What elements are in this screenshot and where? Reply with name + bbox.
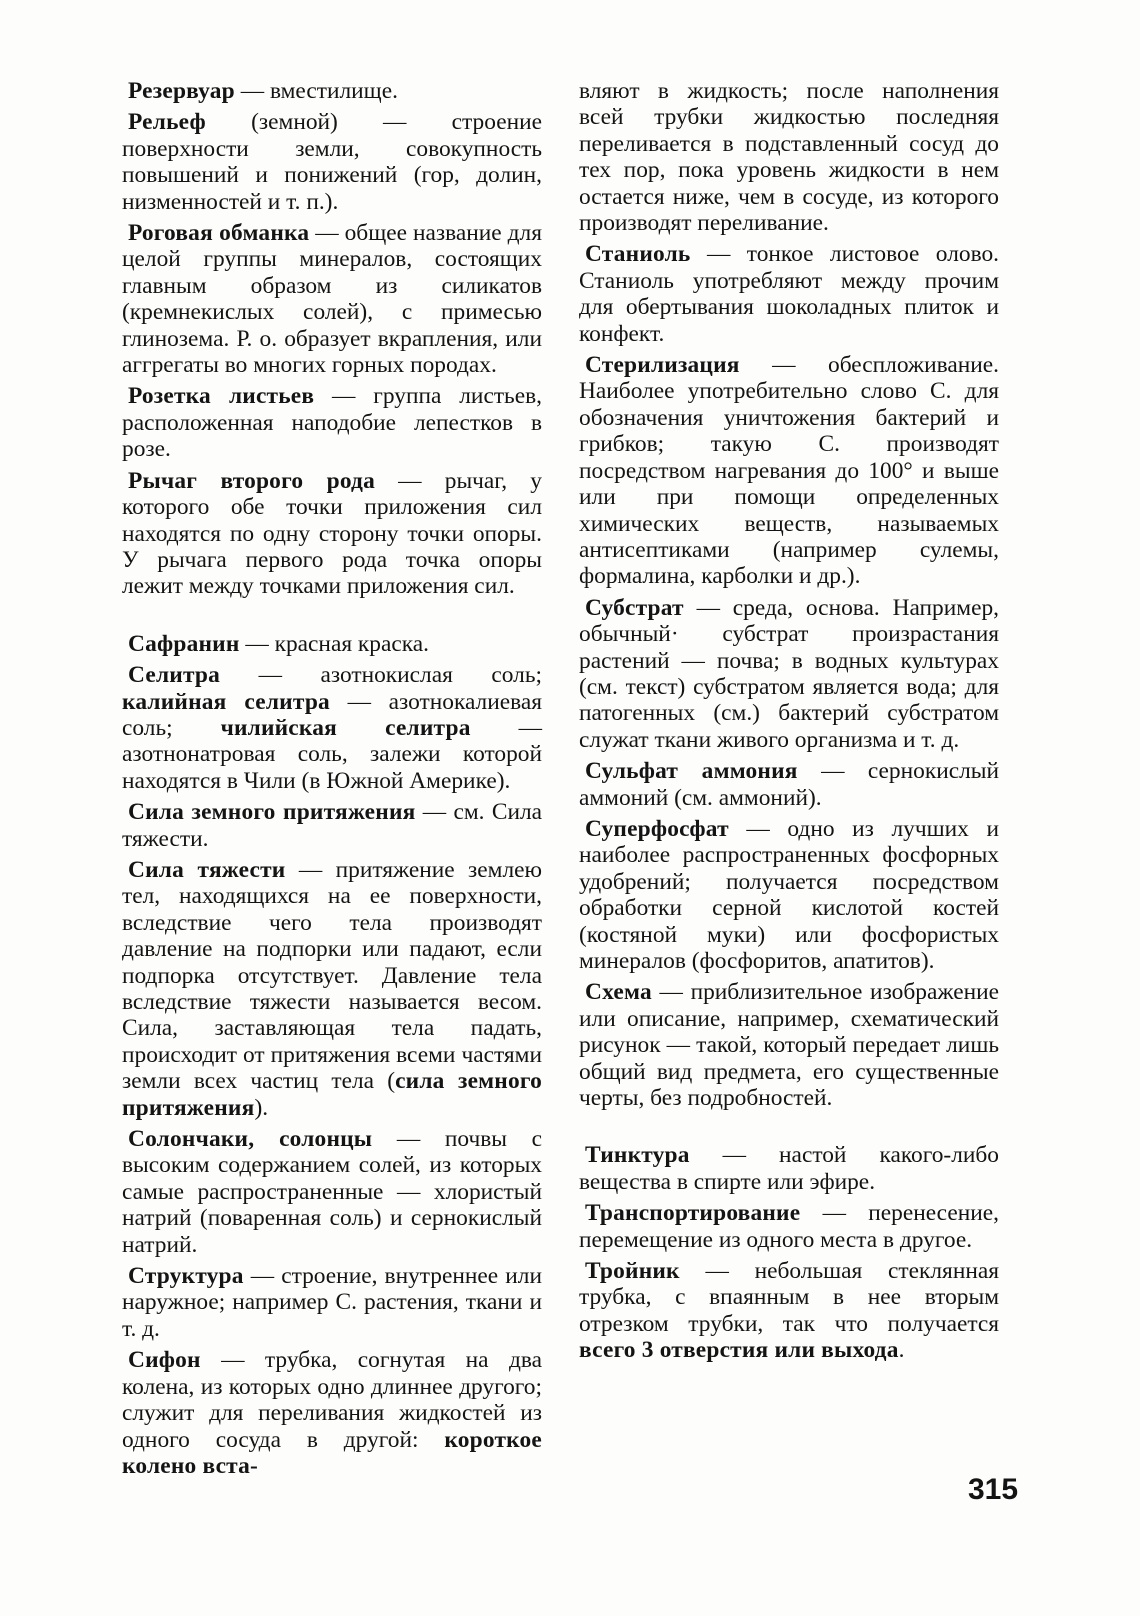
entry-definition: — среда, основа. Например, обычный· субстрат произрастания растений — почва; в водных культурах (см. текст) субстратом является вода; для патогенных (см.) бактерий субстратом служат ткани живого организма и т. д. <box>579 594 999 753</box>
entry-term: Сафранин <box>128 630 240 657</box>
entry-safranin <box>122 631 542 657</box>
entry-rogovaya-obmanka <box>122 220 542 378</box>
entry-definition: (земной) — строение поверхности земли, совокупность повышений и понижений (гор, долин, низменностей и т. п.). <box>122 109 542 215</box>
entry-definition: — небольшая стеклянная трубка, с впаянным в нее вторым отрезком трубки, так что получается <box>579 1258 999 1337</box>
entry-struktura <box>122 1263 542 1342</box>
entry-term: Тройник <box>585 1258 680 1285</box>
entry-definition: — группа листьев, расположенная наподобие лепестков в розе. <box>122 383 542 463</box>
entry-term: Роговая обманка <box>128 220 310 247</box>
entry-definition: — притяжение землею тел, находящихся на ее поверхности, вследствие чего тела производят давление на подпорки или падают, если подпорка отсутствует. Давление тела вследствие тяжести называется весом. Сила, заставляющая тела падать, происходит от притяжения всеми частями земли всех частиц тела ( <box>122 856 542 1095</box>
entry-definition: ). <box>254 1094 269 1121</box>
entry-sifon <box>122 1347 542 1479</box>
entry-term: Сила тяжести <box>128 856 286 883</box>
entry-term: Транспортирование <box>585 1200 801 1227</box>
entry-term: Розетка листьев <box>128 383 315 410</box>
entry-definition: — рычаг, у которого обе точки приложения сил находятся по одну сторону точки опоры. У рычага первого рода точка опоры лежит между точками приложения сил. <box>122 467 542 600</box>
entry-transportirovanie <box>579 1200 999 1253</box>
entry-definition: вляют в жидкость; после наполнения всей трубки жидкостью последняя переливается в подставленный сосуд до тех пор, пока уровень жидкости в нем остается ниже, чем в сосуде, из которого производят переливание. <box>579 78 999 237</box>
entry-subterm: короткое колено вста- <box>122 1426 542 1479</box>
entry-definition: — почвы с высоким содержанием солей, из которых самые распространенные — хлористый натрий (поваренная соль) и сернокислый натрий. <box>122 1126 543 1258</box>
entry-term: Рельеф <box>128 109 206 136</box>
entry-definition: — азотнокислая соль; <box>220 662 542 689</box>
entry-superfosfat <box>579 816 999 974</box>
entry-definition: — приблизительное изображение или описание, например, схематический рисунок — такой, который передает лишь общий вид предмета, его существенные черты, без подробностей. <box>579 979 999 1112</box>
entry-skhema <box>579 979 999 1111</box>
entry-definition: — азотнонатровая соль, залежи которой находятся в Чили (в Южной Америке). <box>122 714 542 794</box>
right-column <box>579 78 999 1369</box>
letter-section-gap <box>122 605 542 631</box>
entry-definition: . <box>898 1337 905 1364</box>
entry-troynik <box>579 1258 999 1364</box>
entry-term: Резервуар <box>128 78 235 104</box>
entry-tinktura <box>579 1142 999 1195</box>
entry-solonchaki <box>122 1126 542 1258</box>
entry-term: Тинктура <box>585 1142 690 1169</box>
entry-term: Станиоль <box>585 241 691 268</box>
left-column <box>122 78 542 1484</box>
entry-term: Структура <box>128 1263 244 1290</box>
entry-subterm: чилийская селитра <box>220 714 471 741</box>
entry-rozetka-listev <box>122 383 542 462</box>
entry-definition: — см. Сила тяжести. <box>122 799 543 852</box>
entry-substrat <box>579 595 999 753</box>
entry-term: Схема <box>585 979 652 1006</box>
entry-sulfat-ammoniya <box>579 758 999 811</box>
entry-sila-zemnogo-prityazheniya <box>122 799 542 852</box>
entry-term: Суперфосфат <box>585 815 729 842</box>
page-number: 315 <box>968 1473 1019 1506</box>
entry-definition: — трубка, согнутая на два колена, из которых одно длиннее другого; служит для переливания жидкостей из одного сосуда в другой: <box>122 1347 542 1453</box>
entry-subterm: сила земного притяжения <box>122 1068 542 1121</box>
entry-definition: — тонкое листовое олово. Станиоль употребляют между прочим для обертывания шоколадных плиток и конфект. <box>579 241 999 347</box>
entry-definition: — сернокислый аммоний (см. аммоний). <box>579 758 999 811</box>
entry-staniol <box>579 241 999 347</box>
entry-rychag <box>122 468 542 600</box>
entry-term: Сила земного притяжения <box>128 799 416 826</box>
entry-sifon-continued <box>579 78 999 236</box>
entry-definition: — одно из лучших и наиболее распространенных фосфорных удобрений; получается посредством обработки серной кислотой костей (костяной муки) или фосфористых минералов (фосфоритов, апатитов). <box>579 815 999 974</box>
entry-definition: — перенесение, перемещение из одного места в другое. <box>579 1200 999 1253</box>
entry-subterm: калийная селитра <box>122 688 330 715</box>
entry-selitra <box>122 662 542 794</box>
entry-term: Селитра <box>128 662 221 689</box>
entry-definition: — азотнокалиевая соль; <box>122 688 542 741</box>
entry-term: Субстрат <box>585 594 684 621</box>
entry-definition: — вместилище. <box>234 78 398 104</box>
entry-definition: — настой какого-либо вещества в спирте или эфире. <box>579 1142 999 1195</box>
entry-term: Стерилизация <box>585 352 740 379</box>
entry-term: Солончаки, солонцы <box>128 1126 373 1153</box>
letter-section-gap <box>579 1116 999 1142</box>
entry-definition: — общее название для целой группы минералов, состоящих главным образом из силикатов (кремнекислых солей), с примесью глинозема. Р. о. образует вкрапления, или аггрегаты во многих горных породах. <box>122 220 542 379</box>
entry-definition: — красная краска. <box>239 630 429 657</box>
entry-relef <box>122 109 542 215</box>
entry-subterm: всего 3 отверстия или выхода <box>579 1337 899 1364</box>
entry-term: Сульфат аммония <box>585 758 798 785</box>
entry-definition: — строение, внутреннее или наружное; например С. растения, ткани и т. д. <box>122 1263 542 1342</box>
entry-term: Сифон <box>128 1347 201 1374</box>
entry-sila-tyazhesti <box>122 857 542 1121</box>
entry-rezervuar <box>122 78 542 104</box>
entry-term: Рычаг второго рода <box>128 467 375 494</box>
entry-definition: — обеспложивание. Наиболее употребительно слово С. для обозначения уничтожения бактерий и грибков; такую С. производят посредством нагревания до 100° и выше или при помощи определенных химических веществ, называемых антисептиками (например сулемы, формалина, карболки и др.). <box>579 352 999 590</box>
entry-sterilizatsiya <box>579 352 999 590</box>
